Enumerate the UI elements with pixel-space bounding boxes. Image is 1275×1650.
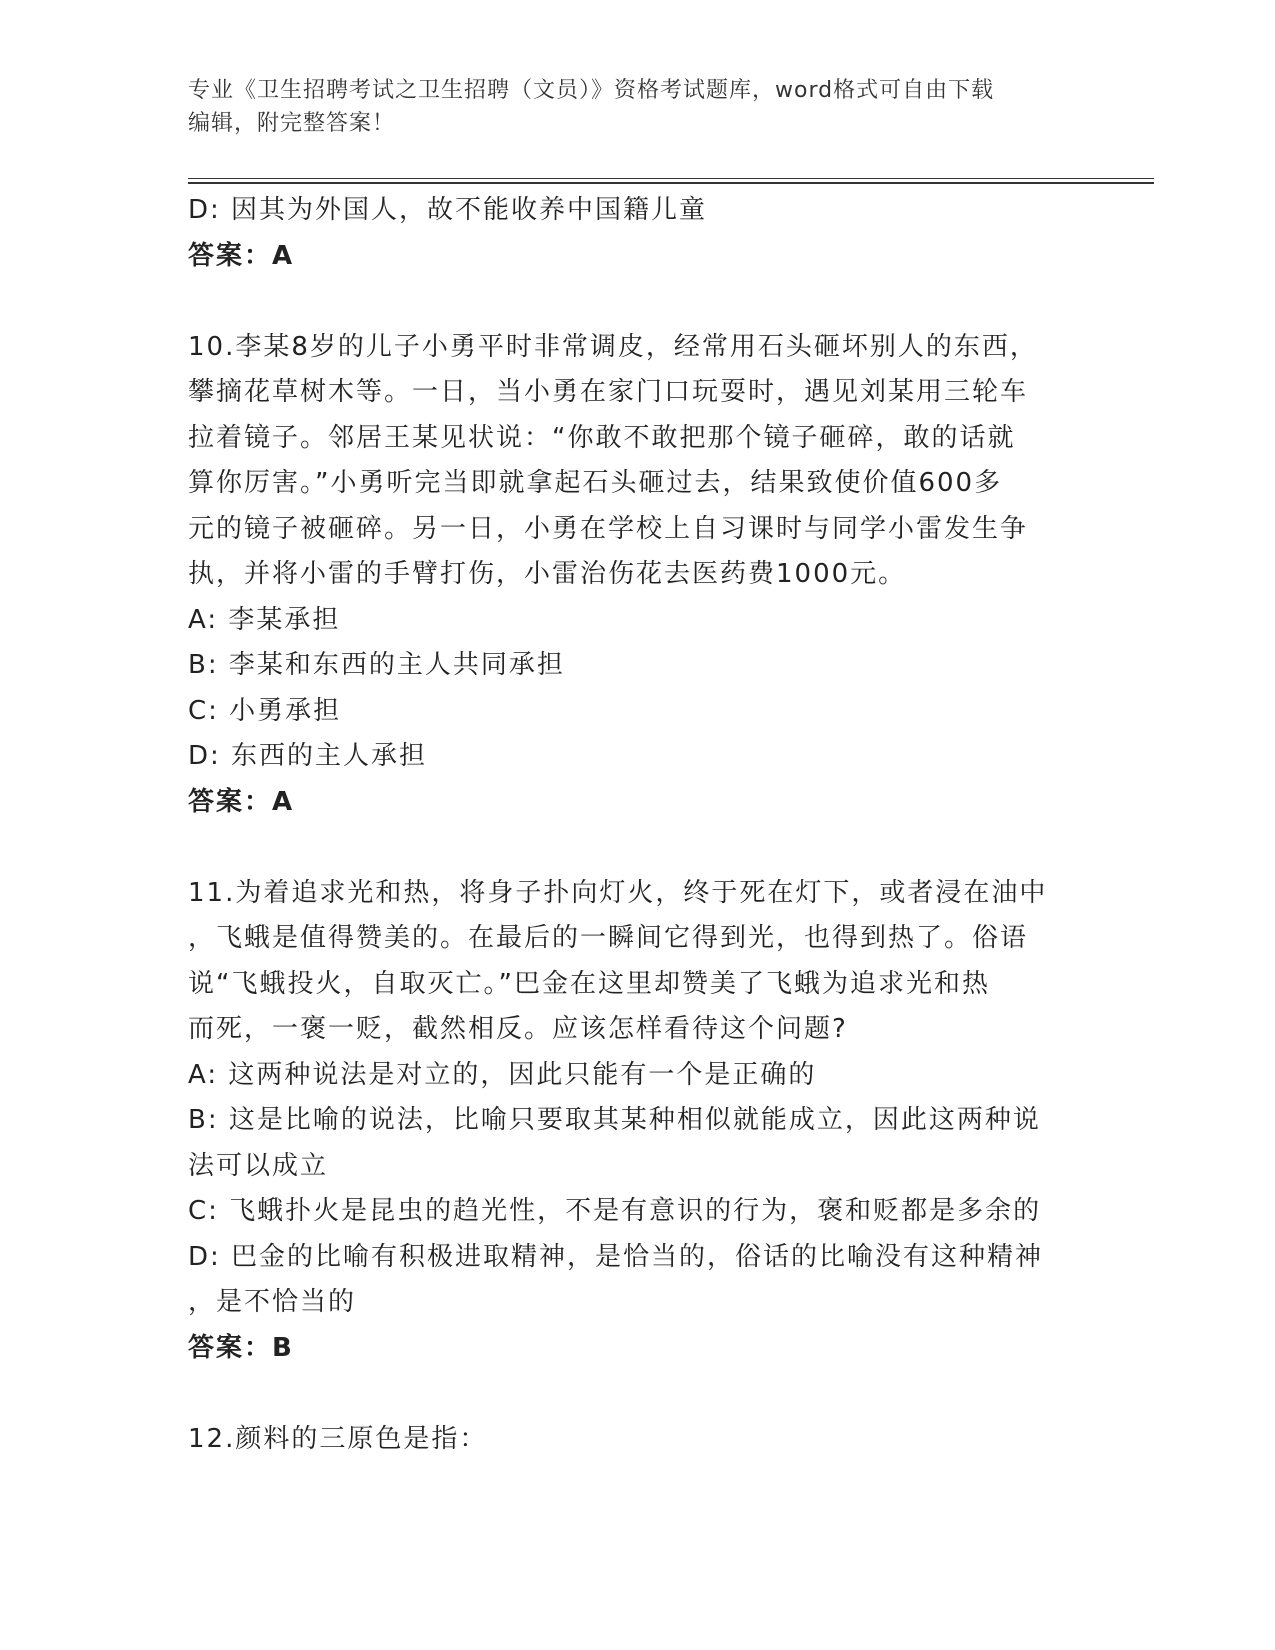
spacer <box>188 1371 1068 1417</box>
header-divider-thin <box>188 178 1154 179</box>
option-c: C: 飞蛾扑火是昆虫的趋光性，不是有意识的行为，褒和贬都是多余的 <box>188 1196 1042 1226</box>
question-text-line: 11.为着追求光和热，将身子扑向灯火，终于死在灯下，或者浸在油中 <box>188 877 1048 908</box>
option-d-continued: ，是不恰当的 <box>188 1287 357 1317</box>
document-body <box>188 188 1068 1462</box>
option-c: C: 小勇承担 <box>188 695 342 726</box>
option-a: A: 这两种说法是对立的，因此只能有一个是正确的 <box>188 1059 817 1090</box>
header-line-2: 编辑，附完整答案！ <box>188 111 396 136</box>
option-b: B: 李某和东西的主人共同承担 <box>188 650 565 680</box>
document-header <box>188 74 1068 140</box>
question-text-line: 12.颜料的三原色是指： <box>188 1423 488 1454</box>
spacer <box>188 279 1068 325</box>
question-text-line: 算你厉害。”小勇听完当即就拿起石头砸过去，结果致使价值600多 <box>188 468 1003 498</box>
option-d: D: 东西的主人承担 <box>188 741 428 771</box>
answer-line: 答案：A <box>188 786 295 817</box>
question-10 <box>188 325 1068 826</box>
question-11 <box>188 871 1068 1372</box>
header-divider-thick <box>188 182 1154 184</box>
spacer <box>188 825 1068 871</box>
question-text-line: ，飞蛾是值得赞美的。在最后的一瞬间它得到光，也得到热了。俗语 <box>188 923 1029 953</box>
question-text-line: 执，并将小雷的手臂打伤，小雷治伤花去医药费1000元。 <box>188 559 907 589</box>
question-text-line: 说“飞蛾投火，自取灭亡。”巴金在这里却赞美了飞蛾为追求光和热 <box>188 968 990 999</box>
question-text-line: 元的镜子被砸碎。另一日，小勇在学校上自习课时与同学小雷发生争 <box>188 513 1029 544</box>
question-text-line: 拉着镜子。邻居王某见状说：“你敢不敢把那个镜子砸碎，敢的话就 <box>188 422 1016 453</box>
question-text-line: 而死，一褒一贬，截然相反。应该怎样看待这个问题? <box>188 1014 848 1044</box>
option-d: D: 巴金的比喻有积极进取精神，是恰当的，俗话的比喻没有这种精神 <box>188 1241 1044 1272</box>
answer-line: 答案：A <box>188 240 295 271</box>
option-b: B: 这是比喻的说法，比喻只要取其某种相似就能成立，因此这两种说 <box>188 1105 1041 1135</box>
option-b-continued: 法可以成立 <box>188 1150 329 1181</box>
option-d: D: 因其为外国人，故不能收养中国籍儿童 <box>188 195 708 225</box>
question-text-line: 攀摘花草树木等。一日，当小勇在家门口玩耍时，遇见刘某用三轮车 <box>188 377 1029 407</box>
question-12 <box>188 1417 1068 1463</box>
header-line-1: 专业《卫生招聘考试之卫生招聘（文员）》资格考试题库，word格式可自由下载 <box>188 78 995 103</box>
question-text-line: 10.李某8岁的儿子小勇平时非常调皮，经常用石头砸坏别人的东西， <box>188 331 1038 362</box>
option-a: A: 李某承担 <box>188 604 341 635</box>
answer-line: 答案：B <box>188 1332 294 1363</box>
